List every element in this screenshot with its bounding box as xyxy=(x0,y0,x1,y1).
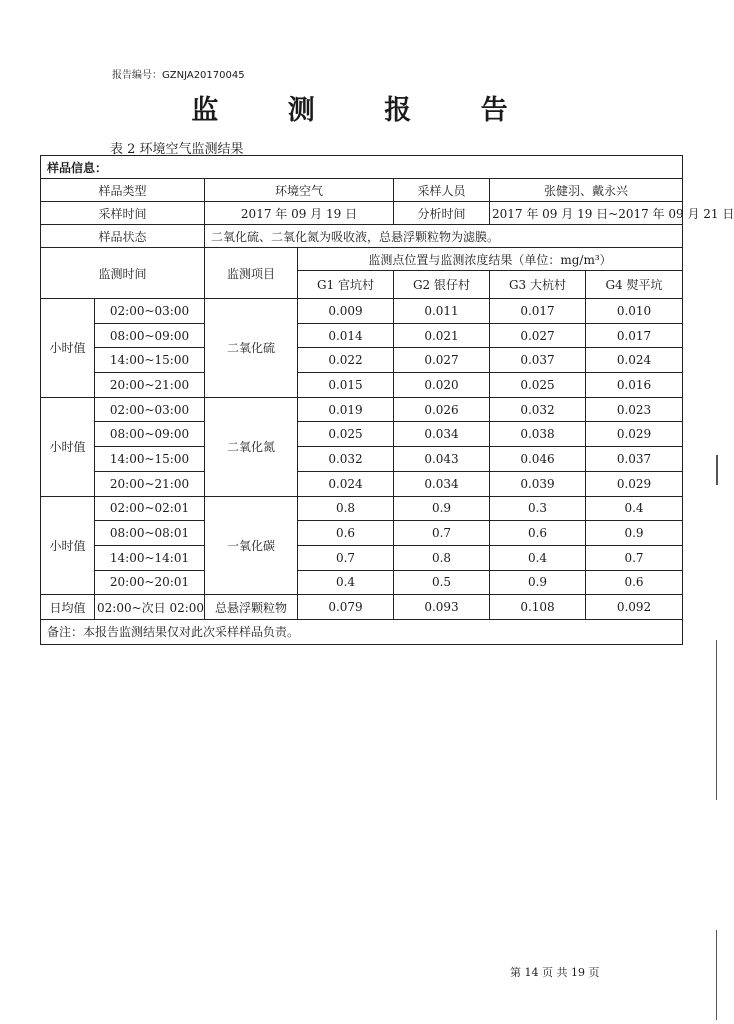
table-note: 备注：本报告监测结果仅对此次采样样品负责。 xyxy=(41,619,683,644)
value-cell: 0.014 xyxy=(298,323,394,348)
time-cell: 14:00~15:00 xyxy=(95,447,205,472)
period-label: 小时值 xyxy=(41,496,95,595)
value-cell: 0.3 xyxy=(490,496,586,521)
item-cell: 一氧化碳 xyxy=(205,496,298,595)
value-cell: 0.025 xyxy=(490,373,586,398)
value-cell: 0.016 xyxy=(586,373,683,398)
time-cell: 08:00~09:00 xyxy=(95,323,205,348)
table-row xyxy=(41,373,683,398)
value-cell: 0.034 xyxy=(394,422,490,447)
value-cell: 0.093 xyxy=(394,595,490,620)
value-cell: 0.4 xyxy=(490,545,586,570)
value-cell: 0.025 xyxy=(298,422,394,447)
analysis-time-label: 分析时间 xyxy=(394,202,490,225)
time-cell: 02:00~02:01 xyxy=(95,496,205,521)
sample-type-label: 样品类型 xyxy=(41,179,205,202)
value-cell: 0.023 xyxy=(586,397,683,422)
value-cell: 0.6 xyxy=(298,521,394,546)
value-cell: 0.024 xyxy=(298,471,394,496)
value-cell: 0.4 xyxy=(586,496,683,521)
value-cell: 0.7 xyxy=(586,545,683,570)
value-cell: 0.032 xyxy=(490,397,586,422)
item-cell: 二氧化硫 xyxy=(205,299,298,398)
sample-state-label: 样品状态 xyxy=(41,225,205,248)
table-row xyxy=(41,299,683,324)
table-row xyxy=(41,422,683,447)
time-cell: 02:00~03:00 xyxy=(95,299,205,324)
sampler-label: 采样人员 xyxy=(394,179,490,202)
value-cell: 0.021 xyxy=(394,323,490,348)
value-cell: 0.034 xyxy=(394,471,490,496)
site-header: G1 官坑村 xyxy=(298,271,394,299)
table-row xyxy=(41,397,683,422)
value-cell: 0.026 xyxy=(394,397,490,422)
time-cell: 20:00~21:00 xyxy=(95,373,205,398)
value-cell: 0.6 xyxy=(490,521,586,546)
analysis-time-value: 2017 年 09 月 19 日~2017 年 09 月 21 日 xyxy=(490,202,683,225)
value-cell: 0.024 xyxy=(586,348,683,373)
time-cell: 08:00~09:00 xyxy=(95,422,205,447)
site-header: G4 熨平坑 xyxy=(586,271,683,299)
monitoring-item-header: 监测项目 xyxy=(205,248,298,299)
value-cell: 0.027 xyxy=(394,348,490,373)
report-number: 报告编号：GZNJA20170045 xyxy=(112,70,245,81)
table-row xyxy=(41,323,683,348)
value-cell: 0.037 xyxy=(490,348,586,373)
time-cell: 02:00~次日 02:00 xyxy=(95,595,205,620)
value-cell: 0.017 xyxy=(586,323,683,348)
time-cell: 20:00~20:01 xyxy=(95,570,205,595)
table-row xyxy=(41,545,683,570)
value-cell: 0.037 xyxy=(586,447,683,472)
scan-edge-mark xyxy=(716,930,717,1020)
scan-edge-mark xyxy=(716,455,718,485)
period-label: 日均值 xyxy=(41,595,95,620)
value-cell: 0.020 xyxy=(394,373,490,398)
table-row xyxy=(41,521,683,546)
period-label: 小时值 xyxy=(41,299,95,398)
value-cell: 0.043 xyxy=(394,447,490,472)
sampling-time-value: 2017 年 09 月 19 日 xyxy=(205,202,394,225)
period-label: 小时值 xyxy=(41,397,95,496)
value-cell: 0.9 xyxy=(586,521,683,546)
value-cell: 0.079 xyxy=(298,595,394,620)
page-number: 第 14 页 共 19 页 xyxy=(510,966,600,979)
table-row xyxy=(41,348,683,373)
time-cell: 20:00~21:00 xyxy=(95,471,205,496)
site-header: G3 大杭村 xyxy=(490,271,586,299)
value-cell: 0.029 xyxy=(586,471,683,496)
table-caption: 表 2 环境空气监测结果 xyxy=(110,142,244,157)
time-cell: 14:00~14:01 xyxy=(95,545,205,570)
item-cell: 二氧化氮 xyxy=(205,397,298,496)
sample-type-value: 环境空气 xyxy=(205,179,394,202)
table-row xyxy=(41,496,683,521)
value-cell: 0.8 xyxy=(394,545,490,570)
value-cell: 0.019 xyxy=(298,397,394,422)
value-cell: 0.015 xyxy=(298,373,394,398)
value-cell: 0.8 xyxy=(298,496,394,521)
value-cell: 0.027 xyxy=(490,323,586,348)
time-cell: 02:00~03:00 xyxy=(95,397,205,422)
value-cell: 0.029 xyxy=(586,422,683,447)
table-row xyxy=(41,471,683,496)
time-cell: 08:00~08:01 xyxy=(95,521,205,546)
value-cell: 0.010 xyxy=(586,299,683,324)
time-cell: 14:00~15:00 xyxy=(95,348,205,373)
value-cell: 0.017 xyxy=(490,299,586,324)
value-cell: 0.009 xyxy=(298,299,394,324)
value-cell: 0.4 xyxy=(298,570,394,595)
sample-state-value: 二氧化硫、二氧化氮为吸收液，总悬浮颗粒物为滤膜。 xyxy=(205,225,683,248)
value-cell: 0.022 xyxy=(298,348,394,373)
value-cell: 0.7 xyxy=(298,545,394,570)
sampler-value: 张健羽、戴永兴 xyxy=(490,179,683,202)
value-cell: 0.046 xyxy=(490,447,586,472)
value-cell: 0.039 xyxy=(490,471,586,496)
value-cell: 0.108 xyxy=(490,595,586,620)
site-header: G2 银仔村 xyxy=(394,271,490,299)
table-row xyxy=(41,570,683,595)
scan-edge-mark xyxy=(716,640,717,800)
item-cell: 总悬浮颗粒物 xyxy=(205,595,298,620)
sampling-time-label: 采样时间 xyxy=(41,202,205,225)
value-cell: 0.9 xyxy=(394,496,490,521)
results-group-header: 监测点位置与监测浓度结果（单位：mg/m³） xyxy=(298,248,683,271)
monitoring-time-header: 监测时间 xyxy=(41,248,205,299)
monitoring-results-table xyxy=(40,155,734,645)
sample-info-header: 样品信息： xyxy=(41,156,683,179)
value-cell: 0.7 xyxy=(394,521,490,546)
table-row xyxy=(41,595,683,620)
page-title: 监 测 报 告 xyxy=(191,95,538,126)
value-cell: 0.092 xyxy=(586,595,683,620)
value-cell: 0.6 xyxy=(586,570,683,595)
value-cell: 0.032 xyxy=(298,447,394,472)
value-cell: 0.011 xyxy=(394,299,490,324)
value-cell: 0.038 xyxy=(490,422,586,447)
value-cell: 0.5 xyxy=(394,570,490,595)
table-row xyxy=(41,447,683,472)
value-cell: 0.9 xyxy=(490,570,586,595)
